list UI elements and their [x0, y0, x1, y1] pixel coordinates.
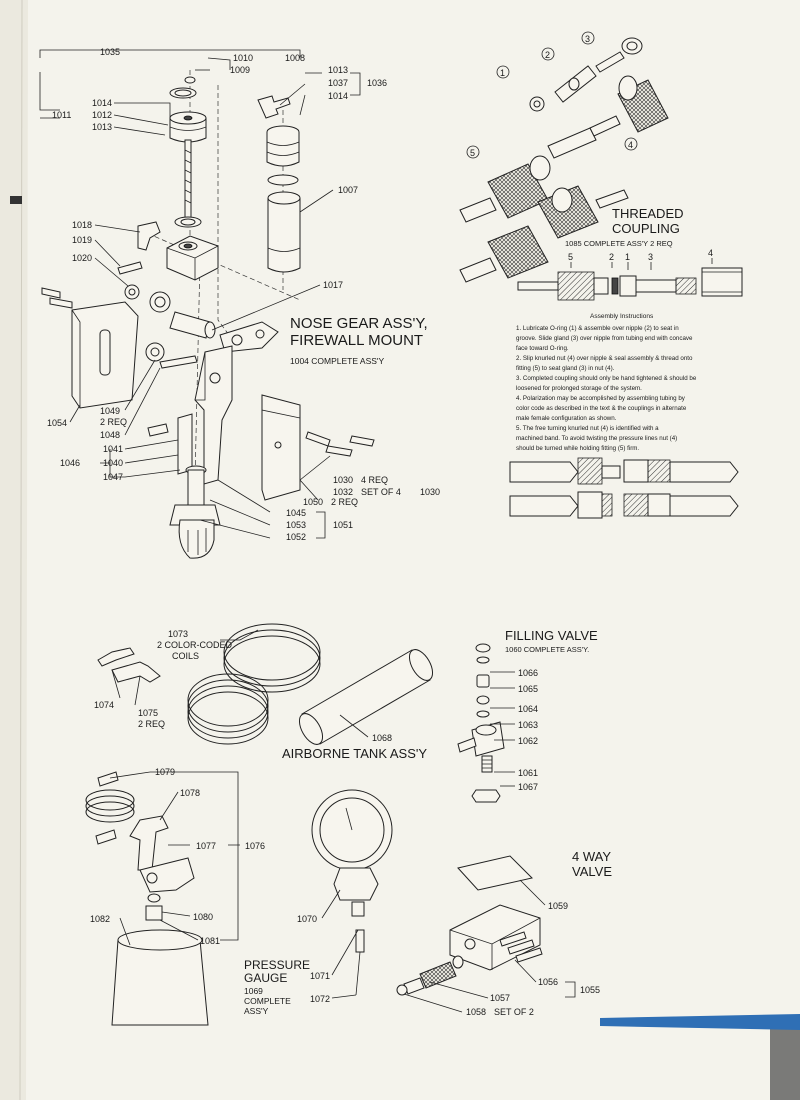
- callout-1073-desc: 2 COLOR-CODED: [157, 640, 233, 650]
- callout-1036: 1036: [367, 78, 388, 88]
- callout-1037: 1037: [328, 78, 349, 88]
- callout-1045: 1045: [286, 508, 307, 518]
- callout-1062: 1062: [518, 736, 539, 746]
- callout-1064: 1064: [518, 704, 539, 714]
- callout-1013-upper: 1013: [328, 65, 349, 75]
- coupling-callout-1: 1: [500, 68, 506, 78]
- instruction-line-4: 2. Slip knurled nut (4) over nipple & seal assembly & thread onto: [516, 355, 693, 362]
- instruction-line-7: loosened for prolonged storage of the system.: [516, 385, 642, 392]
- callout-1032: 1032: [333, 487, 354, 497]
- instruction-line-2: groove. Slide gland (3) over nipple from tubing end with concave: [516, 335, 693, 342]
- nose-gear-title-line1: NOSE GEAR ASS'Y,: [290, 315, 428, 332]
- nose-gear-title-line2: FIREWALL MOUNT: [290, 332, 424, 349]
- callout-1063: 1063: [518, 720, 539, 730]
- callout-1041: 1041: [103, 444, 124, 454]
- callout-1047: 1047: [103, 472, 124, 482]
- callout-1068: 1068: [372, 733, 393, 743]
- instruction-line-9: color code as described in the text & the couplings in alternate: [516, 405, 687, 412]
- callout-1071: 1071: [310, 971, 331, 981]
- callout-1019: 1019: [72, 235, 93, 245]
- instruction-line-10: male female configuration as shown.: [516, 415, 617, 422]
- callout-1052: 1052: [286, 532, 307, 542]
- coupling-subtitle: 1085 COMPLETE ASS'Y 2 REQ: [565, 239, 673, 248]
- callout-1057: 1057: [490, 993, 511, 1003]
- coupling-title-line1: THREADED: [612, 206, 684, 221]
- callout-1032-qty: SET OF 4: [361, 487, 401, 497]
- callout-1030-qty: 4 REQ: [361, 475, 389, 485]
- instruction-line-1: 1. Lubricate O-ring (1) & assemble over nipple (2) to seat in: [516, 325, 679, 332]
- pressure-gauge-sub2: COMPLETE: [244, 996, 291, 1006]
- coupling-callout-5: 5: [470, 148, 476, 158]
- callout-1035: 1035: [100, 47, 121, 57]
- callout-1030-set: 1030: [420, 487, 441, 497]
- instruction-line-8: 4. Polarization may be accomplished by assembling tubing by: [516, 395, 685, 402]
- callout-1054: 1054: [47, 418, 68, 428]
- filling-valve-subtitle: 1060 COMPLETE ASS'Y.: [505, 645, 590, 654]
- callout-1009: 1009: [230, 65, 251, 75]
- callout-1061: 1061: [518, 768, 539, 778]
- callout-1059: 1059: [548, 901, 569, 911]
- instruction-line-6: 3. Completed coupling should only be hand tightened & should be: [516, 375, 697, 382]
- section-callout-4: 4: [708, 248, 714, 258]
- callout-1014-upper: 1014: [328, 91, 349, 101]
- callout-1076: 1076: [245, 841, 266, 851]
- callout-1050-qty: 2 REQ: [331, 497, 359, 507]
- callout-1051: 1051: [333, 520, 354, 530]
- coupling-callout-3: 3: [585, 34, 591, 44]
- nose-gear-subtitle: 1004 COMPLETE ASS'Y: [290, 356, 385, 366]
- pressure-gauge-sub1: 1069: [244, 986, 263, 996]
- callout-1081: 1081: [200, 936, 221, 946]
- instruction-line-11: 5. The free turning knurled nut (4) is identified with a: [516, 425, 659, 432]
- instruction-line-3: face toward O-ring.: [516, 345, 569, 352]
- filling-valve-title: FILLING VALVE: [505, 628, 598, 643]
- callout-1012: 1012: [92, 110, 113, 120]
- pressure-gauge-sub3: ASS'Y: [244, 1006, 269, 1016]
- callout-1030: 1030: [333, 475, 354, 485]
- section-callout-3: 3: [648, 252, 654, 262]
- assembly-instructions-heading: Assembly Instructions: [590, 313, 654, 320]
- airborne-tank-title: AIRBORNE TANK ASS'Y: [282, 746, 428, 761]
- callout-1049-qty: 2 REQ: [100, 417, 128, 427]
- four-way-valve-title-line2: VALVE: [572, 864, 612, 879]
- instruction-line-12: machined band. To avoid twisting the pressure lines nut (4): [516, 435, 678, 442]
- callout-1067: 1067: [518, 782, 539, 792]
- callout-1014-left: 1014: [92, 98, 113, 108]
- callout-1048: 1048: [100, 430, 121, 440]
- section-callout-5: 5: [568, 252, 574, 262]
- section-callout-1: 1: [625, 252, 631, 262]
- callout-1011: 1011: [52, 110, 72, 120]
- callout-1066: 1066: [518, 668, 539, 678]
- callout-1018: 1018: [72, 220, 93, 230]
- callout-1058-qty: SET OF 2: [494, 1007, 534, 1017]
- callout-1056: 1056: [538, 977, 559, 987]
- callout-1073: 1073: [168, 629, 189, 639]
- callout-1079: 1079: [155, 767, 176, 777]
- callout-1007: 1007: [338, 185, 359, 195]
- callout-1053: 1053: [286, 520, 307, 530]
- four-way-valve-title-line1: 4 WAY: [572, 849, 612, 864]
- callout-1070: 1070: [297, 914, 318, 924]
- instruction-line-13: should be turned while holding fitting (5) firm.: [516, 445, 640, 452]
- pressure-gauge-title-line1: PRESSURE: [244, 958, 311, 972]
- callout-1020: 1020: [72, 253, 93, 263]
- instruction-line-5: fitting (5) to seat gland (3) in nut (4).: [516, 365, 615, 372]
- callout-1046: 1046: [60, 458, 81, 468]
- callout-1050: 1050: [303, 497, 324, 507]
- callout-1074: 1074: [94, 700, 115, 710]
- callout-1075: 1075: [138, 708, 159, 718]
- coupling-title-line2: COUPLING: [612, 221, 680, 236]
- callout-1073-coils: COILS: [172, 651, 200, 661]
- callout-1013-left: 1013: [92, 122, 113, 132]
- callout-1080: 1080: [193, 912, 214, 922]
- callout-1072: 1072: [310, 994, 331, 1004]
- callout-1077: 1077: [196, 841, 217, 851]
- callout-1017: 1017: [323, 280, 344, 290]
- callout-1008: 1008: [285, 53, 306, 63]
- callout-1075-qty: 2 REQ: [138, 719, 166, 729]
- callout-1049: 1049: [100, 406, 121, 416]
- callout-1058: 1058: [466, 1007, 487, 1017]
- callout-1082: 1082: [90, 914, 111, 924]
- coupling-callout-4: 4: [628, 140, 634, 150]
- coupling-callout-2: 2: [545, 50, 551, 60]
- callout-1040: 1040: [103, 458, 124, 468]
- callout-1010: 1010: [233, 53, 254, 63]
- callout-1055: 1055: [580, 985, 601, 995]
- callout-1065: 1065: [518, 684, 539, 694]
- callout-1078: 1078: [180, 788, 201, 798]
- section-callout-2: 2: [609, 252, 615, 262]
- pressure-gauge-title-line2: GAUGE: [244, 971, 288, 985]
